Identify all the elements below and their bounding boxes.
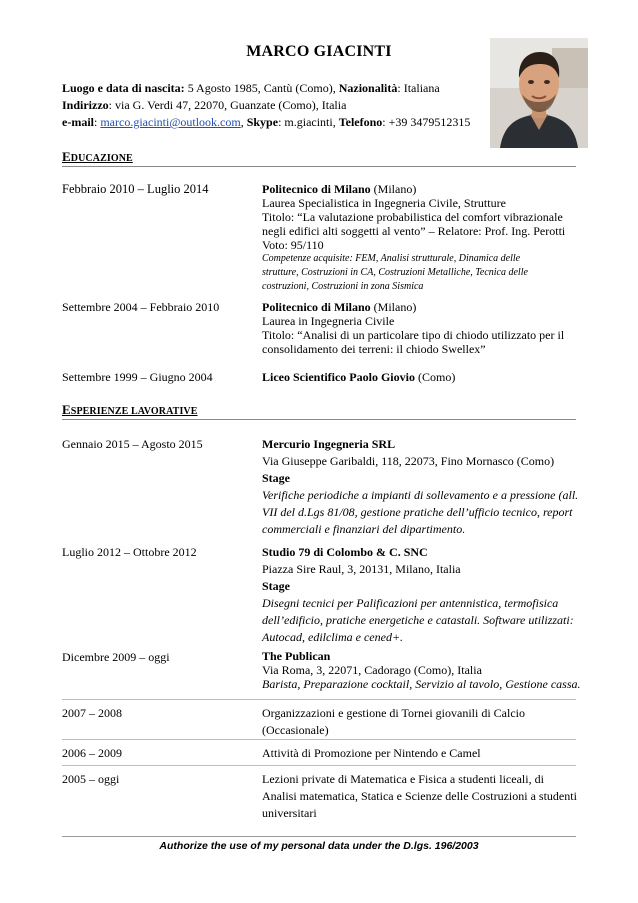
cv-name: MARCO GIACINTI [246,43,392,60]
experience-company: Mercurio Ingegneria SRL [262,437,396,451]
experience-entry [262,705,592,739]
nationality-label: Nazionalità [338,81,398,95]
education-entry [262,182,592,294]
privacy-footer: Authorize the use of my personal data under the D.lgs. 196/2003 [159,840,479,852]
education-degree: Laurea in Ingegneria Civile [262,314,395,328]
skype-separator: , [240,115,247,129]
education-thesis: negli edifici alti soggetti al vento” – Relatore: Prof. Ing. Perotti [262,224,566,238]
experience-company: Studio 79 di Colombo & C. SNC [262,545,428,559]
experience-description: Barista, Preparazione cocktail, Servizio al tavolo, Gestione cassa. [262,677,581,691]
experience-text: Analisi matematica, Statica e Scienze delle Costruzioni a studenti [262,789,577,803]
profile-photo [490,38,588,148]
experience-row-divider [62,739,576,740]
experience-text: (Occasionale) [262,723,329,737]
education-entry [262,300,592,356]
birth-label: Luogo e data di nascita: [62,81,185,95]
experience-text: Attività di Promozione per Nintendo e Camel [262,746,481,760]
birth-value: 5 Agosto 1985, Cantù (Como), [184,81,339,95]
experience-date: 2005 – oggi [62,772,120,786]
experience-title-initial: E [62,402,71,417]
education-date: Settembre 1999 – Giugno 2004 [62,370,213,384]
experience-title-rest: SPERIENZE LAVORATIVE [70,406,198,417]
experience-date: Luglio 2012 – Ottobre 2012 [62,545,197,559]
birth-line [62,80,440,97]
education-place: (Como) [414,370,456,384]
education-grade: Voto: 95/110 [262,238,324,252]
education-title-rest: DUCAZIONE [70,153,133,164]
experience-address: Piazza Sire Raul, 3, 20131, Milano, Italia [262,562,461,576]
section-title-education [62,149,133,165]
email-link[interactable]: marco.giacinti@outlook.com [100,115,241,129]
address-label: Indirizzo [62,98,109,112]
experience-role: Stage [262,579,290,593]
address-line [62,97,346,114]
experience-text: Lezioni private di Matematica e Fisica a studenti liceali, di [262,772,544,786]
experience-description: Verifiche periodiche a impianti di sollevamento e a pressione (all. [262,488,579,502]
education-title-initial: E [62,149,71,164]
education-place: (Milano) [370,300,417,314]
experience-description: Disegni tecnici per Palificazioni per antennistica, termofisica [262,596,559,610]
education-entry [262,370,592,384]
experience-company: The Publican [262,649,331,663]
education-degree: Laurea Specialistica in Ingegneria Civile, Strutture [262,196,506,210]
education-skills: costruzioni, Costruzioni in zona Sismica [262,281,424,292]
experience-date: Gennaio 2015 – Agosto 2015 [62,437,203,451]
experience-row-divider [62,765,576,766]
education-divider [62,166,576,167]
education-skills: strutture, Costruzioni in CA, Costruzioni Metalliche, Tecnica delle [262,267,528,278]
experience-entry [262,649,592,691]
experience-divider [62,419,576,420]
experience-address: Via Giuseppe Garibaldi, 118, 22073, Fino Mornasco (Como) [262,454,555,468]
experience-description: commerciali e finanziari del dipartimento. [262,522,466,536]
email-colon: : [94,115,101,129]
experience-entry [262,436,592,538]
education-date: Febbraio 2010 – Luglio 2014 [62,182,209,196]
experience-entry [262,745,592,762]
experience-row-divider [62,699,576,700]
education-date: Settembre 2004 – Febbraio 2010 [62,300,220,314]
skype-label: Skype [246,115,279,129]
education-school-line [262,370,592,384]
phone-label: Telefono [338,115,383,129]
education-thesis: Titolo: “Analisi di un particolare tipo di chiodo utilizzato per il [262,328,565,342]
experience-description: Autocad, edilclima e cened+. [262,630,404,644]
section-title-experience [62,402,198,418]
education-school-line [262,300,592,314]
experience-date: Dicembre 2009 – oggi [62,650,170,664]
address-value: : via G. Verdi 47, 22070, Guanzate (Como), Italia [108,98,347,112]
education-thesis: Titolo: “La valutazione probabilistica del comfort vibrazionale [262,210,563,224]
nationality-value: : Italiana [397,81,440,95]
experience-text: Organizzazioni e gestione di Tornei giovanili di Calcio [262,706,525,720]
contact-line [62,114,470,131]
skype-value: : m.giacinti, [278,115,339,129]
experience-description: dell’edificio, pratiche energetiche e catastali. Software utilizzati: [262,613,574,627]
education-school: Politecnico di Milano [262,182,371,196]
email-label: e-mail [62,115,94,129]
education-school: Politecnico di Milano [262,300,371,314]
education-school: Liceo Scientifico Paolo Giovio [262,370,415,384]
footer-divider [62,836,576,837]
experience-role: Stage [262,471,290,485]
education-place: (Milano) [370,182,417,196]
experience-entry [262,771,592,822]
education-thesis: consolidamento dei terreni: il chiodo Swellex” [262,342,486,356]
education-school-line [262,182,592,196]
experience-description: VII del d.Lgs 81/08, gestione pratiche dell’ufficio tecnico, report [262,505,573,519]
education-skills: Competenze acquisite: FEM, Analisi strutturale, Dinamica delle [262,253,521,264]
profile-photo-image [490,38,588,148]
experience-address: Via Roma, 3, 22071, Cadorago (Como), Italia [262,663,482,677]
experience-date: 2007 – 2008 [62,706,122,720]
experience-text: universitari [262,806,317,820]
experience-entry [262,544,592,646]
experience-date: 2006 – 2009 [62,746,122,760]
phone-value: : +39 3479512315 [382,115,471,129]
